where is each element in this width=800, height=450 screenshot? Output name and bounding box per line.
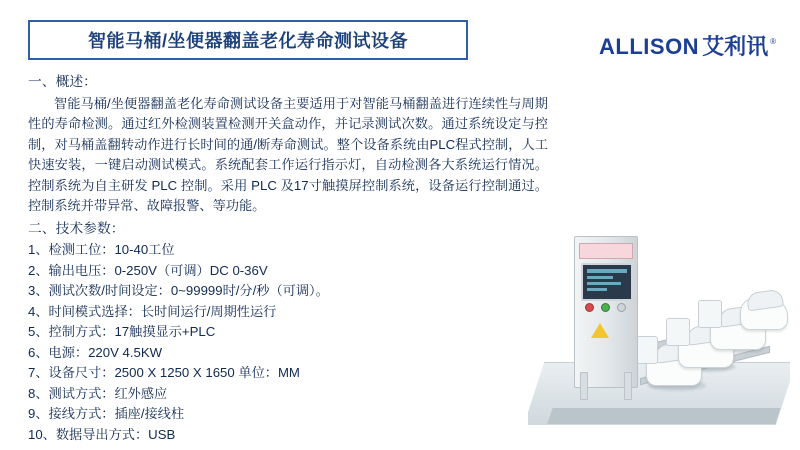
toilet-tank <box>666 318 690 346</box>
toilet-tank <box>698 300 722 328</box>
list-item: 2、输出电压：0-250V（可调）DC 0-36V <box>28 262 268 278</box>
list-item: 5、控制方式：17触摸显示+PLC <box>28 324 216 339</box>
start-button[interactable] <box>601 303 610 312</box>
cabinet-support-post <box>624 372 632 400</box>
section-heading-specs: 二、技术参数： <box>28 220 125 236</box>
machine-platform-base <box>547 408 780 424</box>
registered-trademark-icon: ® <box>770 37 776 46</box>
brand-logo <box>599 30 776 61</box>
list-item: 9、接线方式：插座/接线柱 <box>28 406 185 421</box>
toilet-unit <box>740 298 788 330</box>
cabinet-support-post <box>580 372 588 400</box>
list-item: 6、电源：220V 4.5KW <box>28 344 163 360</box>
document-body <box>28 72 548 445</box>
section-paragraph-overview: 智能马桶/坐便器翻盖老化寿命测试设备主要适用于对智能马桶翻盖进行连续性与周期性的寿命检测。通过红外检测装置检测开关盒动作，并记录测试次数。通过系统设定与控制，对马桶盖翻转动作进行长时间的通/断寿命测试。整个设备系统由PLC程式控制，人工快速安装，一键启动测试模式。系统配套工作运行指示灯，自动检测各大系统运行情况。控制系统为自主研发 PLC 控制。采用 PLC 及17寸触摸屏控制系统，设备运行控制通过。控制系统并带异常、故障报警、等功能。 <box>28 95 548 213</box>
list-item: 7、设备尺寸：2500 X 1250 X 1650 单位：MM <box>28 365 300 380</box>
control-cabinet <box>574 236 638 388</box>
stop-button[interactable] <box>617 303 626 312</box>
list-item: 4、时间模式选择：长时间运行/周期性运行 <box>28 303 277 319</box>
page-title: 智能马桶/坐便器翻盖老化寿命测试设备 <box>88 31 408 51</box>
touchscreen-display <box>581 263 633 301</box>
brand-logo-cn: 艾利讯 <box>702 34 769 59</box>
list-item: 10、数据导出方式：USB <box>28 426 176 442</box>
list-item: 1、检测工位：10-40工位 <box>28 242 175 257</box>
list-item: 3、测试次数/时间设定：0~99999时/分/秒（可调）。 <box>28 283 329 298</box>
cabinet-indicator-panel <box>579 243 633 259</box>
emergency-stop-button[interactable] <box>585 303 594 312</box>
page-title-box <box>28 20 468 60</box>
brand-logo-en: ALLISON <box>599 34 700 59</box>
section-heading-overview: 一、概述： <box>28 74 97 89</box>
product-photo <box>528 212 790 440</box>
spec-list <box>28 240 548 445</box>
list-item: 8、测试方式：红外感应 <box>28 385 168 401</box>
warning-triangle-icon <box>591 323 609 338</box>
